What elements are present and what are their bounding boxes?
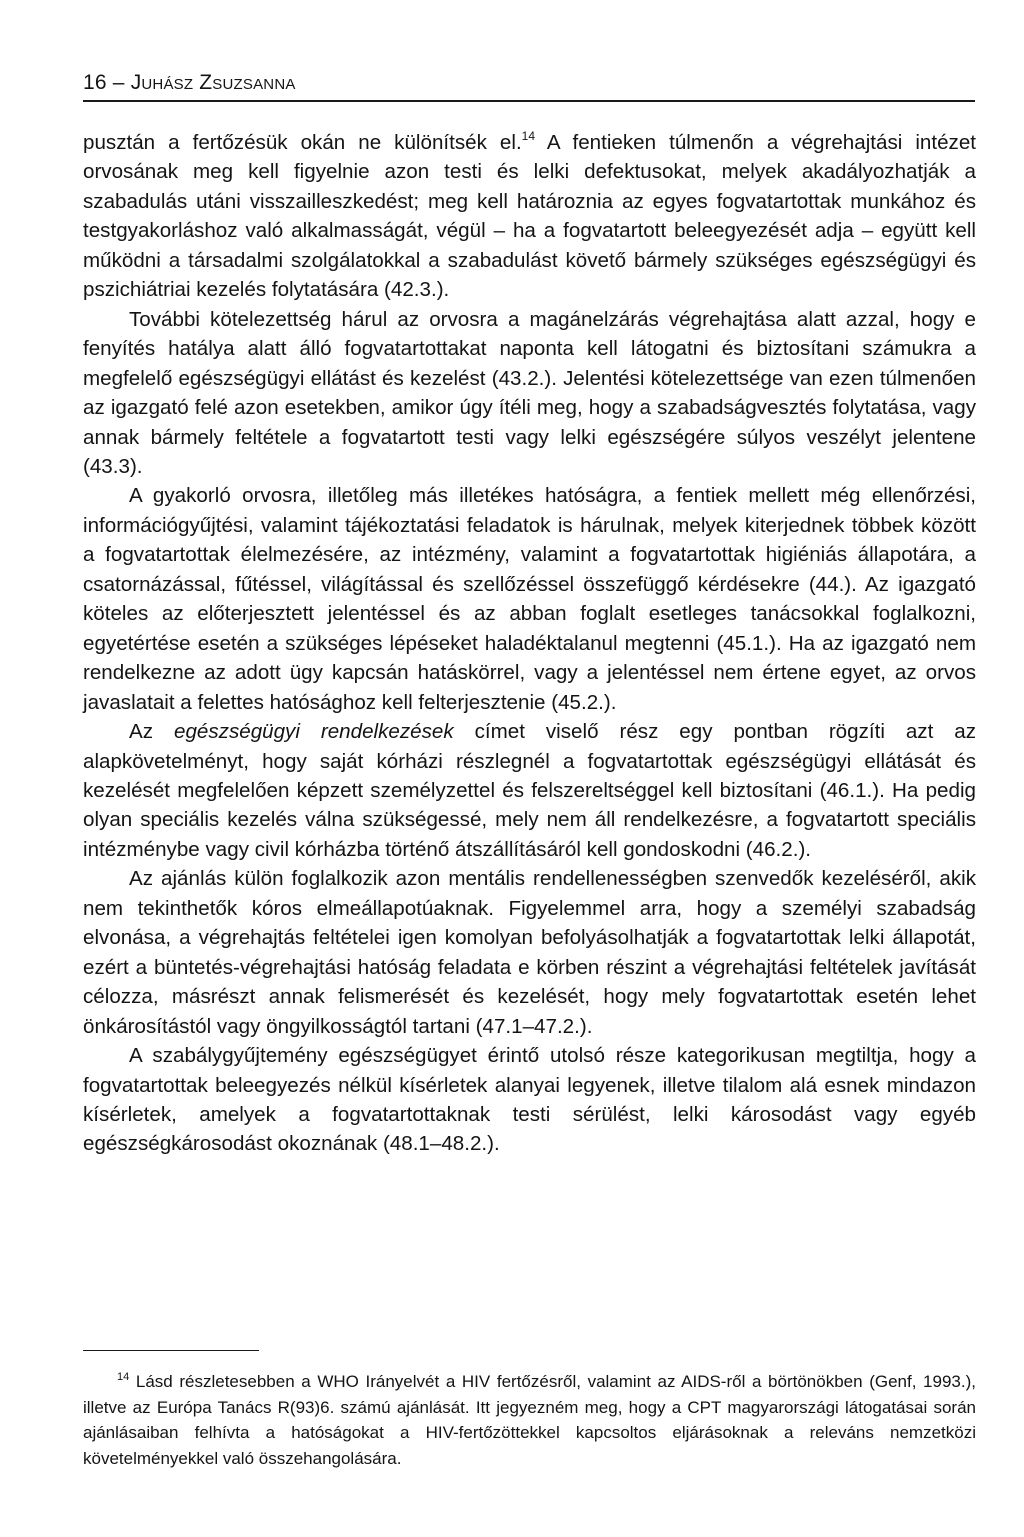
main-text	[83, 128, 976, 1159]
running-head	[83, 70, 975, 102]
paragraph-1-text-a: pusztán a fertőzésük okán ne különítsék el.	[83, 131, 522, 154]
footnote-reference: 14	[521, 129, 536, 143]
footnote-divider	[83, 1350, 259, 1351]
paragraph-4-text-b: címet viselő rész egy pontban rögzíti azt az alapkövetelményt, hogy saját kórházi részlegnél a fogvatartottak egészségügyi ellátását és kezelését megfelelően képzett személyzettel és felszereltséggel kell biztosítani (46.1.). Ha pedig olyan speciális kezelés válna szükségessé, mely nem áll rendelkezésre, a fogvatartott speciális intézménybe vagy civil kórházba történő átszállításáról kell gondoskodni (46.2.).	[83, 720, 977, 861]
page-number: 16	[83, 71, 107, 94]
paragraph-6: A szabálygyűjtemény egészségügyet érintő utolsó része kategorikusan megtiltja, hogy a fogvatartottak beleegyezés nélkül kísérletek alanyai legyenek, illetve tilalom alá esnek mindazon kísérletek, amelyek a fogvatartottaknak testi sérülést, lelki károsodást vagy egyéb egészségkárosodást okoznának (48.1–48.2.).	[83, 1044, 976, 1156]
header-author: Juhász Zsuzsanna	[130, 71, 296, 94]
paragraph-3: A gyakorló orvosra, illetőleg más illetékes hatóságra, a fentiek mellett még ellenőrzési, információgyűjtési, valamint tájékoztatási feladatok is hárulnak, melyek kiterjednek többek között a fogvatartottak élelmezésére, az intézmény, valamint a fogvatartottak higiéniás állapotára, a csatornázással, fűtéssel, világítással és szellőzéssel összefüggő kérdésekre (44.). Az igazgató köteles az előterjesztett jelentéssel és az abban foglalt esetleges tanácsokkal foglalkozni, egyetértése esetén a szükséges lépéseket haladéktalanul megtenni (45.1.). Ha az igazgató nem rendelkezne az adott ügy kapcsán hatáskörrel, vagy a jelentéssel nem értene egyet, az orvos javaslatait a felettes hatósághoz kell felterjesztenie (45.2.).	[83, 484, 976, 714]
paragraph-4-emphasis: egészségügyi rendelkezések	[173, 720, 454, 744]
paragraph-5: Az ajánlás külön foglalkozik azon mentális rendellenességben szenvedők kezeléséről, akik nem tekinthetők kóros elmeállapotúaknak. Figyelemmel arra, hogy a személyi szabadság elvonása, a végrehajtás feltételei igen komolyan befolyásolhatják a fogvatartottak lelki állapotát, ezért a büntetés-végrehajtási hatóság feladata e körben részint a végrehajtási feltételek javítását célozza, másrészt annak felismerését és kezelését, hogy mely fogvatartottak esetén lehet önkárosítástól vagy öngyilkosságtól tartani (47.1–47.2.).	[83, 867, 976, 1038]
header-separator: –	[112, 71, 125, 94]
paragraph-4-text-a: Az	[129, 720, 174, 744]
footnote-text: Lásd részletesebben a WHO Irányelvét a HIV fertőzésről, valamint az AIDS-ről a börtönökben (Genf, 1993.), illetve az Európa Tanács R(93)6. számú ajánlását. Itt jegyezném meg, hogy a CPT magyarországi látogatásai során ajánlásaiban felhívta a hatóságokat a HIV-fertőzöttekkel kapcsoltos eljárásoknak a releváns nemzetközi követelményekkel való összehangolására.	[83, 1372, 976, 1469]
paragraph-2: További kötelezettség hárul az orvosra a magánelzárás végrehajtása alatt azzal, hogy e fenyítés hatálya alatt álló fogvatartottakat naponta kell látogatni és biztosítani számukra a megfelelő egészségügyi ellátást és kezelést (43.2.). Jelentési kötelezettsége van ezen túlmenően az igazgató felé azon esetekben, amikor úgy ítéli meg, hogy a szabadságvesztés folytatása, vagy annak bármely feltétele a fogvatartott testi vagy lelki egészségére súlyos veszélyt jelentene (43.3).	[83, 307, 976, 478]
footnote-mark: 14	[117, 1371, 130, 1383]
paragraph-1	[83, 128, 976, 305]
paragraph-4	[83, 717, 976, 864]
footnote-14	[83, 1369, 976, 1472]
paragraph-1-text-b: A fentieken túlmenőn a végrehajtási intézet orvosának meg kell figyelnie azon testi és lelki defektusokat, melyek akadályozhatják a szabadulás utáni visszailleszkedést; meg kell határoznia az egyes fogvatartottak munkához és testgyakorláshoz való alkalmasságát, végül – ha a fogvatartott beleegyezését adja – együtt kell működni a társadalmi szolgálatokkal a szabadulást követő bármely szükséges egészségügyi és pszichiátriai kezelés folytatására (42.3.).	[83, 131, 977, 302]
